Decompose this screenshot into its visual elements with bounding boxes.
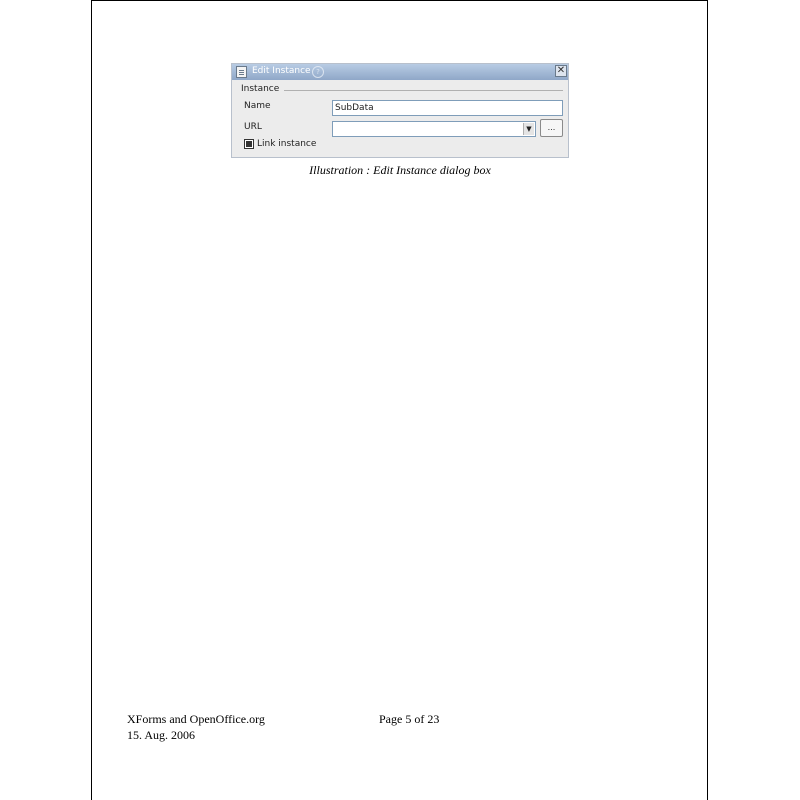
footer-date: 15. Aug. 2006: [127, 728, 196, 742]
chevron-down-icon[interactable]: ▼: [523, 123, 534, 135]
figure-caption: Illustration : Edit Instance dialog box: [309, 163, 491, 177]
dialog-titlebar: [232, 64, 568, 80]
footer-doc-title: XForms and OpenOffice.org: [127, 712, 265, 726]
url-combobox[interactable]: [332, 121, 536, 137]
footer-left: [127, 711, 265, 743]
group-label: Instance: [241, 84, 280, 94]
close-button[interactable]: ✕: [556, 65, 566, 76]
group-divider: [284, 90, 563, 91]
name-label: Name: [244, 101, 271, 111]
dialog-icon: [236, 66, 247, 78]
help-icon[interactable]: ?: [312, 66, 324, 78]
dialog-title: Edit Instance: [252, 66, 311, 76]
url-label: URL: [244, 122, 262, 132]
link-instance-label: Link instance: [257, 139, 317, 149]
name-input[interactable]: SubData: [332, 100, 563, 116]
footer-page-number: Page 5 of 23: [379, 712, 440, 726]
link-instance-checkbox[interactable]: [244, 139, 254, 149]
edit-instance-dialog: [231, 63, 569, 158]
browse-button[interactable]: ...: [540, 119, 563, 137]
